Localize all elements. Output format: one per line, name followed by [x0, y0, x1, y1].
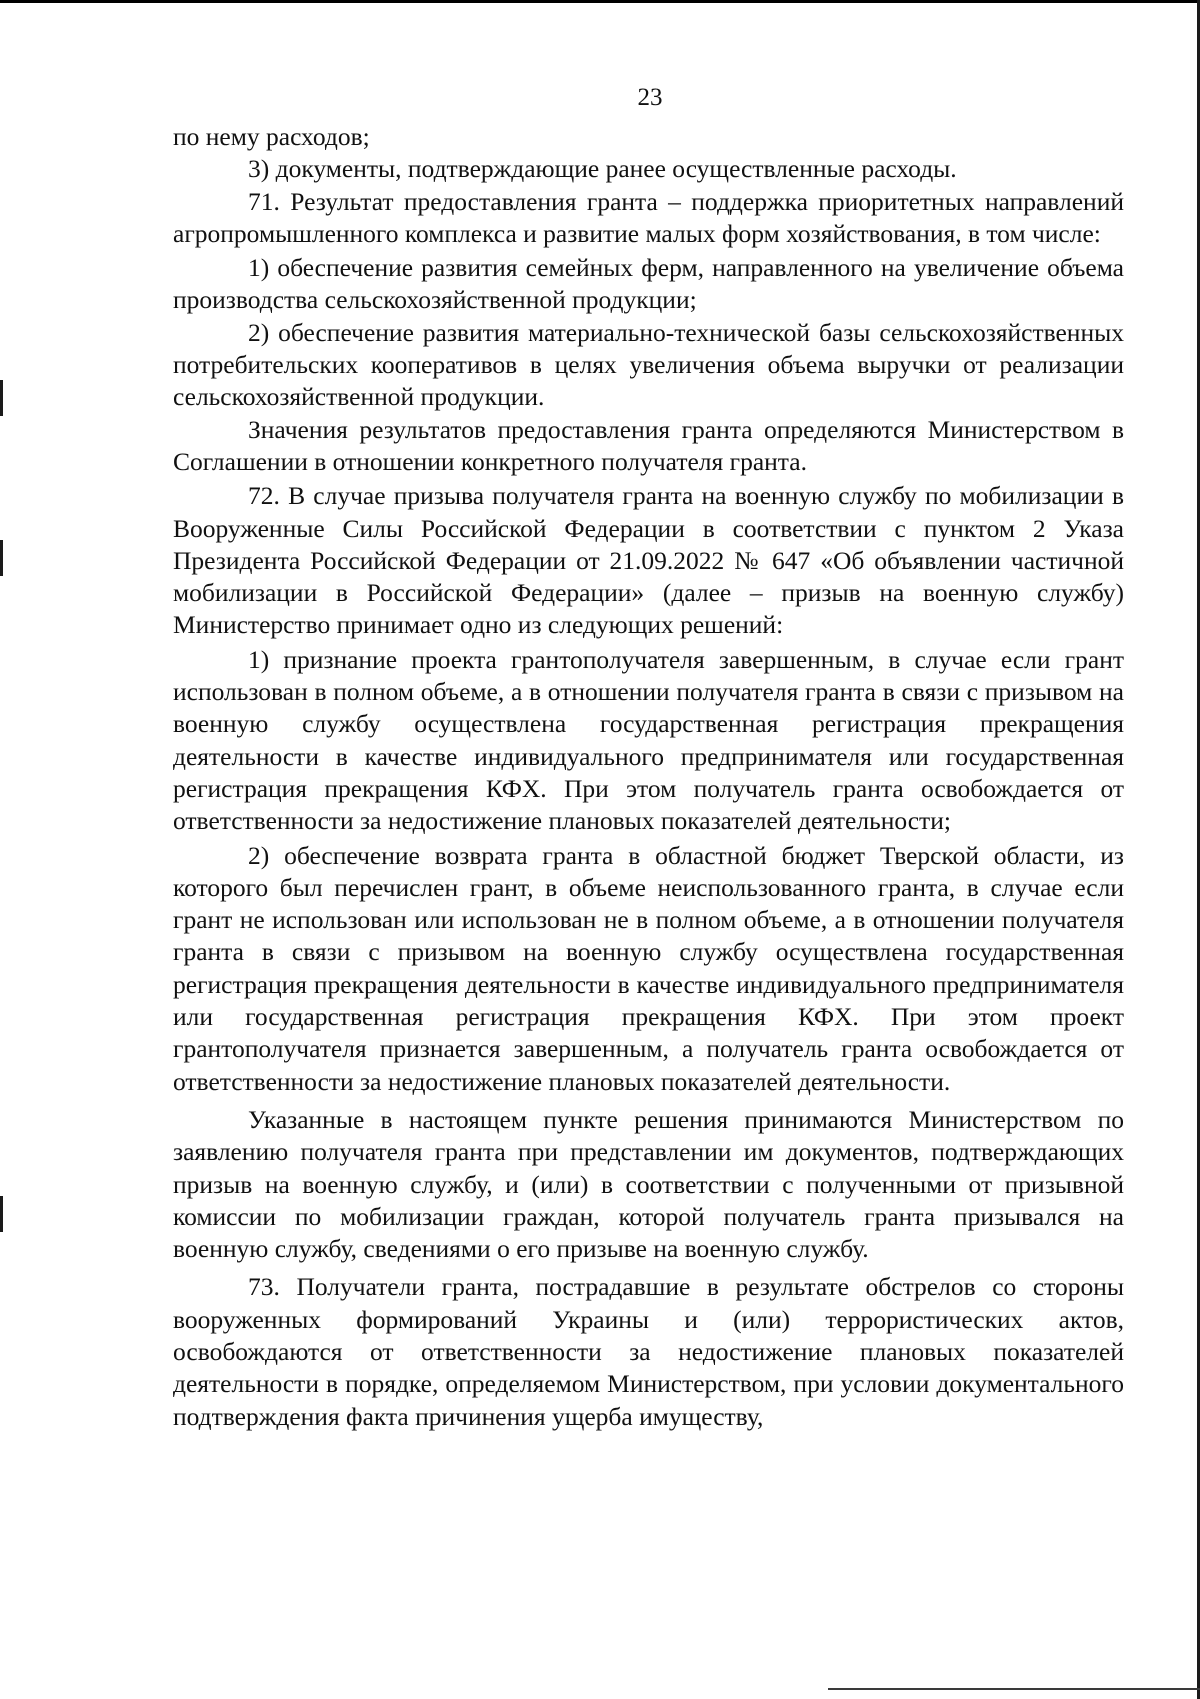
paragraph-73: 73. Получатели гранта, пострадавшие в результате обстрелов со стороны вооруженных формирований Украины и (или) террористических актов, освобождаются от ответственности за недостижение плановых показателей деятельности в порядке, определяемом Министерством, при условии документального подтверждения факта причинения ущерба имуществу,	[173, 1272, 1124, 1431]
paragraph-71-values: Значения результатов предоставления гранта определяются Министерством в Соглашении в отношении конкретного получателя гранта.	[173, 414, 1124, 476]
document-body	[173, 121, 1124, 1433]
paragraph-item-3: 3) документы, подтверждающие ранее осуществленные расходы.	[248, 154, 957, 184]
bottom-border-line	[828, 1688, 1200, 1690]
top-border-line	[0, 0, 1200, 3]
paragraph-continuation: по нему расходов;	[173, 122, 370, 151]
paragraph-71-item-2: 2) обеспечение развития материально-технической базы сельскохозяйственных потребительских кооперативов в целях увеличения объема выручки от реализации сельскохозяйственной продукции.	[173, 317, 1124, 412]
left-scan-mark	[0, 540, 3, 576]
paragraph-72-decisions: Указанные в настоящем пункте решения принимаются Министерством по заявлению получателя гранта при представлении им документов, подтверждающих призыв на военную службу, и (или) в соответствии с полученными от призывной комиссии по мобилизации граждан, которой получатель гранта призывался на военную службу, сведениями о его призыве на военную службу.	[173, 1104, 1124, 1264]
paragraph-72-item-1: 1) признание проекта грантополучателя завершенным, в случае если грант использован в полном объеме, а в отношении получателя гранта в связи с призывом на военную службу осуществлена государственная регистрация прекращения деятельности в качестве индивидуального предпринимателя или государственная регистрация прекращения КФХ. При этом получатель гранта освобождается от ответственности за недостижение плановых показателей деятельности;	[173, 644, 1124, 836]
paragraph-72-item-2: 2) обеспечение возврата гранта в областной бюджет Тверской области, из которого был перечислен грант, в объеме неиспользованного гранта, в случае если грант не использован или использован не в полном объеме, а в отношении получателя гранта в связи с призывом на военную службу осуществлена государственная регистрация прекращения деятельности в качестве индивидуального предпринимателя или государственная регистрация прекращения КФХ. При этом проект грантополучателя признается завершенным, а получатель гранта освобождается от ответственности за недостижение плановых показателей деятельности.	[173, 840, 1124, 1096]
page-number: 23	[637, 84, 663, 111]
left-scan-mark	[0, 380, 3, 416]
paragraph-71: 71. Результат предоставления гранта – поддержка приоритетных направлений агропромышленного комплекса и развитие малых форм хозяйствования, в том числе:	[173, 186, 1124, 248]
paragraph-72: 72. В случае призыва получателя гранта на военную службу по мобилизации в Вооруженные Силы Российской Федерации в соответствии с пунктом 2 Указа Президента Российской Федерации от 21.09.2022 № 647 «Об объявлении частичной мобилизации в Российской Федерации» (далее – призыв на военную службу) Министерство принимает одно из следующих решений:	[173, 481, 1124, 640]
paragraph-71-item-1: 1) обеспечение развития семейных ферм, направленного на увеличение объема производства сельскохозяйственной продукции;	[173, 253, 1124, 315]
left-scan-mark	[0, 1196, 3, 1232]
